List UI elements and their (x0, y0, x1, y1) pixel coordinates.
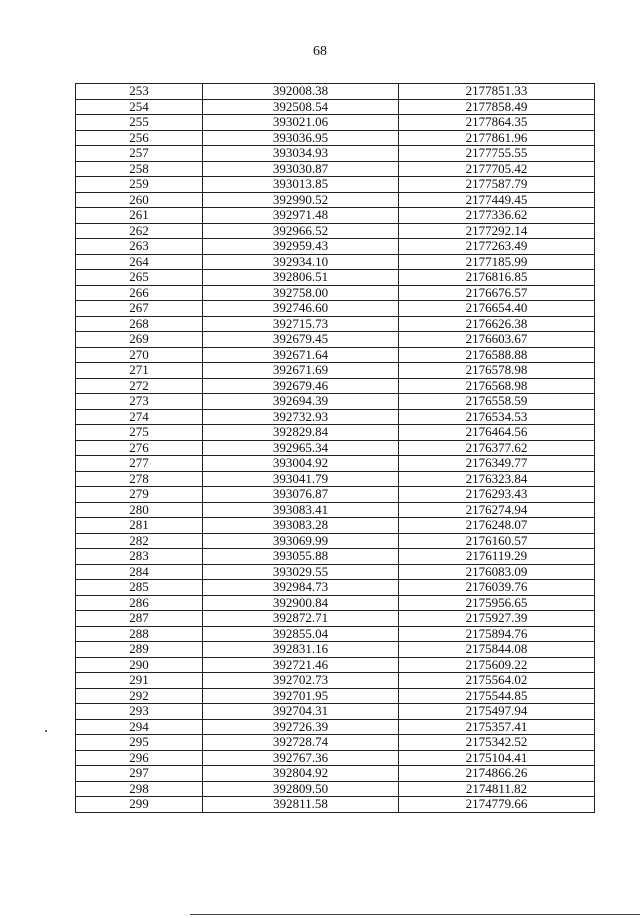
point-number-cell: 296 (76, 750, 203, 766)
y-coordinate-cell: 2176293.43 (399, 487, 595, 503)
y-coordinate-cell: 2176558.59 (399, 394, 595, 410)
point-number-cell: 298 (76, 781, 203, 797)
y-coordinate-cell: 2176603.67 (399, 332, 595, 348)
table-row (76, 797, 595, 813)
table-row (76, 471, 595, 487)
x-coordinate-cell: 393030.87 (203, 161, 399, 177)
table-row (76, 130, 595, 146)
table-row (76, 766, 595, 782)
table-row (76, 735, 595, 751)
x-coordinate-cell: 392806.51 (203, 270, 399, 286)
table-row (76, 781, 595, 797)
table-row (76, 270, 595, 286)
point-number-cell: 273 (76, 394, 203, 410)
y-coordinate-cell: 2177185.99 (399, 254, 595, 270)
x-coordinate-cell: 392758.00 (203, 285, 399, 301)
point-number-cell: 277 (76, 456, 203, 472)
x-coordinate-cell: 392671.69 (203, 363, 399, 379)
table-row (76, 316, 595, 332)
x-coordinate-cell: 392694.39 (203, 394, 399, 410)
point-number-cell: 276 (76, 440, 203, 456)
x-coordinate-cell: 392746.60 (203, 301, 399, 317)
point-number-cell: 263 (76, 239, 203, 255)
table-row (76, 115, 595, 131)
x-coordinate-cell: 392679.45 (203, 332, 399, 348)
x-coordinate-cell: 393076.87 (203, 487, 399, 503)
y-coordinate-cell: 2175544.85 (399, 688, 595, 704)
y-coordinate-cell: 2176323.84 (399, 471, 595, 487)
x-coordinate-cell: 392728.74 (203, 735, 399, 751)
x-coordinate-cell: 392508.54 (203, 99, 399, 115)
point-number-cell: 260 (76, 192, 203, 208)
table-row (76, 719, 595, 735)
table-row (76, 456, 595, 472)
y-coordinate-cell: 2175844.08 (399, 642, 595, 658)
table-row (76, 223, 595, 239)
point-number-cell: 288 (76, 626, 203, 642)
y-coordinate-cell: 2175357.41 (399, 719, 595, 735)
x-coordinate-cell: 392831.16 (203, 642, 399, 658)
point-number-cell: 264 (76, 254, 203, 270)
table-row (76, 254, 595, 270)
table-row (76, 533, 595, 549)
x-coordinate-cell: 392767.36 (203, 750, 399, 766)
y-coordinate-cell: 2177705.42 (399, 161, 595, 177)
table-row (76, 657, 595, 673)
table-row (76, 146, 595, 162)
x-coordinate-cell: 392811.58 (203, 797, 399, 813)
table-row (76, 332, 595, 348)
y-coordinate-cell: 2176534.53 (399, 409, 595, 425)
point-number-cell: 255 (76, 115, 203, 131)
point-number-cell: 285 (76, 580, 203, 596)
table-row (76, 487, 595, 503)
y-coordinate-cell: 2176274.94 (399, 502, 595, 518)
y-coordinate-cell: 2176578.98 (399, 363, 595, 379)
x-coordinate-cell: 392900.84 (203, 595, 399, 611)
table-row (76, 611, 595, 627)
point-number-cell: 266 (76, 285, 203, 301)
x-coordinate-cell: 392959.43 (203, 239, 399, 255)
table-row (76, 347, 595, 363)
y-coordinate-cell: 2176119.29 (399, 549, 595, 565)
y-coordinate-cell: 2175894.76 (399, 626, 595, 642)
table-row (76, 208, 595, 224)
y-coordinate-cell: 2177755.55 (399, 146, 595, 162)
point-number-cell: 262 (76, 223, 203, 239)
x-coordinate-cell: 392971.48 (203, 208, 399, 224)
page-number: 68 (313, 44, 327, 59)
y-coordinate-cell: 2177336.62 (399, 208, 595, 224)
x-coordinate-cell: 392804.92 (203, 766, 399, 782)
point-number-cell: 280 (76, 502, 203, 518)
y-coordinate-cell: 2174779.66 (399, 797, 595, 813)
x-coordinate-cell: 392704.31 (203, 704, 399, 720)
y-coordinate-cell: 2177851.33 (399, 84, 595, 100)
y-coordinate-cell: 2175564.02 (399, 673, 595, 689)
x-coordinate-cell: 392829.84 (203, 425, 399, 441)
y-coordinate-cell: 2174811.82 (399, 781, 595, 797)
table-row (76, 626, 595, 642)
point-number-cell: 281 (76, 518, 203, 534)
table-row (76, 285, 595, 301)
x-coordinate-cell: 393069.99 (203, 533, 399, 549)
point-number-cell: 289 (76, 642, 203, 658)
x-coordinate-cell: 392721.46 (203, 657, 399, 673)
table-body (76, 84, 595, 813)
point-number-cell: 291 (76, 673, 203, 689)
y-coordinate-cell: 2177864.35 (399, 115, 595, 131)
y-coordinate-cell: 2176654.40 (399, 301, 595, 317)
y-coordinate-cell: 2176039.76 (399, 580, 595, 596)
point-number-cell: 274 (76, 409, 203, 425)
table-row (76, 750, 595, 766)
x-coordinate-cell: 392726.39 (203, 719, 399, 735)
y-coordinate-cell: 2174866.26 (399, 766, 595, 782)
point-number-cell: 270 (76, 347, 203, 363)
y-coordinate-cell: 2177858.49 (399, 99, 595, 115)
point-number-cell: 290 (76, 657, 203, 673)
x-coordinate-cell: 392855.04 (203, 626, 399, 642)
y-coordinate-cell: 2175342.52 (399, 735, 595, 751)
y-coordinate-cell: 2175104.41 (399, 750, 595, 766)
table-row (76, 564, 595, 580)
y-coordinate-cell: 2176626.38 (399, 316, 595, 332)
coordinates-table (75, 83, 595, 813)
point-number-cell: 293 (76, 704, 203, 720)
x-coordinate-cell: 392671.64 (203, 347, 399, 363)
y-coordinate-cell: 2176816.85 (399, 270, 595, 286)
y-coordinate-cell: 2176568.98 (399, 378, 595, 394)
point-number-cell: 278 (76, 471, 203, 487)
table-row (76, 549, 595, 565)
point-number-cell: 295 (76, 735, 203, 751)
x-coordinate-cell: 393041.79 (203, 471, 399, 487)
x-coordinate-cell: 392008.38 (203, 84, 399, 100)
y-coordinate-cell: 2176377.62 (399, 440, 595, 456)
table-row (76, 177, 595, 193)
point-number-cell: 284 (76, 564, 203, 580)
x-coordinate-cell: 392984.73 (203, 580, 399, 596)
point-number-cell: 299 (76, 797, 203, 813)
table-row (76, 595, 595, 611)
y-coordinate-cell: 2176160.57 (399, 533, 595, 549)
y-coordinate-cell: 2176588.88 (399, 347, 595, 363)
table-row (76, 409, 595, 425)
table-row (76, 378, 595, 394)
table-row (76, 363, 595, 379)
table-row (76, 688, 595, 704)
bottom-edge-line (190, 914, 640, 915)
point-number-cell: 286 (76, 595, 203, 611)
point-number-cell: 287 (76, 611, 203, 627)
y-coordinate-cell: 2176464.56 (399, 425, 595, 441)
table-row (76, 301, 595, 317)
y-coordinate-cell: 2176349.77 (399, 456, 595, 472)
point-number-cell: 283 (76, 549, 203, 565)
y-coordinate-cell: 2176248.07 (399, 518, 595, 534)
table-row (76, 580, 595, 596)
x-coordinate-cell: 393004.92 (203, 456, 399, 472)
x-coordinate-cell: 392966.52 (203, 223, 399, 239)
x-coordinate-cell: 392701.95 (203, 688, 399, 704)
table-row (76, 425, 595, 441)
table-row (76, 161, 595, 177)
point-number-cell: 258 (76, 161, 203, 177)
x-coordinate-cell: 392990.52 (203, 192, 399, 208)
table-row (76, 84, 595, 100)
x-coordinate-cell: 393021.06 (203, 115, 399, 131)
point-number-cell: 256 (76, 130, 203, 146)
point-number-cell: 294 (76, 719, 203, 735)
point-number-cell: 261 (76, 208, 203, 224)
x-coordinate-cell: 392732.93 (203, 409, 399, 425)
point-number-cell: 257 (76, 146, 203, 162)
point-number-cell: 275 (76, 425, 203, 441)
y-coordinate-cell: 2177587.79 (399, 177, 595, 193)
table-row (76, 704, 595, 720)
table-row (76, 394, 595, 410)
x-coordinate-cell: 393036.95 (203, 130, 399, 146)
table-row (76, 440, 595, 456)
point-number-cell: 279 (76, 487, 203, 503)
x-coordinate-cell: 392715.73 (203, 316, 399, 332)
x-coordinate-cell: 393034.93 (203, 146, 399, 162)
x-coordinate-cell: 393013.85 (203, 177, 399, 193)
table-row (76, 239, 595, 255)
y-coordinate-cell: 2177263.49 (399, 239, 595, 255)
y-coordinate-cell: 2177449.45 (399, 192, 595, 208)
table-row (76, 502, 595, 518)
y-coordinate-cell: 2175497.94 (399, 704, 595, 720)
x-coordinate-cell: 393083.28 (203, 518, 399, 534)
table-row (76, 99, 595, 115)
table-row (76, 518, 595, 534)
point-number-cell: 272 (76, 378, 203, 394)
x-coordinate-cell: 393055.88 (203, 549, 399, 565)
point-number-cell: 271 (76, 363, 203, 379)
y-coordinate-cell: 2175956.65 (399, 595, 595, 611)
point-number-cell: 268 (76, 316, 203, 332)
y-coordinate-cell: 2177861.96 (399, 130, 595, 146)
x-coordinate-cell: 393083.41 (203, 502, 399, 518)
y-coordinate-cell: 2175927.39 (399, 611, 595, 627)
point-number-cell: 253 (76, 84, 203, 100)
x-coordinate-cell: 392872.71 (203, 611, 399, 627)
y-coordinate-cell: 2176676.57 (399, 285, 595, 301)
table-row (76, 642, 595, 658)
point-number-cell: 267 (76, 301, 203, 317)
y-coordinate-cell: 2175609.22 (399, 657, 595, 673)
scan-artifact-dot (45, 730, 47, 732)
point-number-cell: 282 (76, 533, 203, 549)
point-number-cell: 254 (76, 99, 203, 115)
point-number-cell: 259 (76, 177, 203, 193)
x-coordinate-cell: 392679.46 (203, 378, 399, 394)
table-row (76, 192, 595, 208)
y-coordinate-cell: 2177292.14 (399, 223, 595, 239)
point-number-cell: 297 (76, 766, 203, 782)
x-coordinate-cell: 392702.73 (203, 673, 399, 689)
point-number-cell: 265 (76, 270, 203, 286)
table-row (76, 673, 595, 689)
x-coordinate-cell: 392934.10 (203, 254, 399, 270)
x-coordinate-cell: 392965.34 (203, 440, 399, 456)
y-coordinate-cell: 2176083.09 (399, 564, 595, 580)
point-number-cell: 269 (76, 332, 203, 348)
point-number-cell: 292 (76, 688, 203, 704)
x-coordinate-cell: 392809.50 (203, 781, 399, 797)
x-coordinate-cell: 393029.55 (203, 564, 399, 580)
